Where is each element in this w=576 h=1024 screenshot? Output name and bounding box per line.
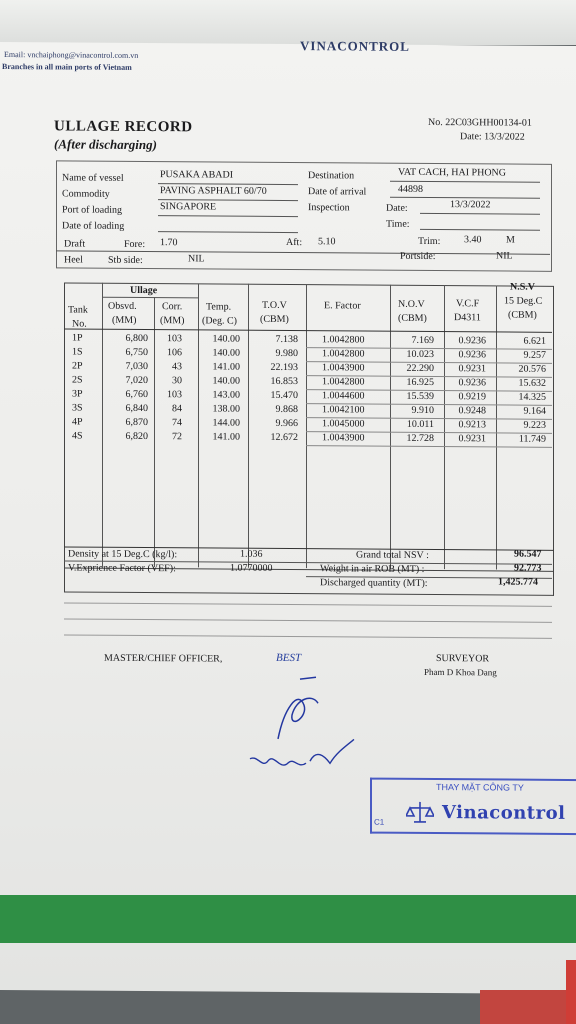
cell-tank: 1S <box>72 346 83 358</box>
cell-corr: 72 <box>172 431 182 443</box>
cell-temp: 144.00 <box>212 417 240 429</box>
nsv-header: N.S.V <box>510 281 536 293</box>
branches-line: Branches in all main ports of Vietnam <box>2 62 132 72</box>
page-title: ULLAGE RECORD <box>54 118 193 136</box>
corr-unit: (MM) <box>160 315 185 327</box>
portside-label: Portside: <box>400 250 436 263</box>
cell-obsvd: 6,760 <box>125 388 148 401</box>
company-logo-text: VINACONTROL <box>300 38 410 54</box>
best-note: BEST <box>276 651 302 665</box>
cell-nsv: 9.223 <box>523 419 546 431</box>
cell-tank: 3S <box>72 402 83 414</box>
cell-temp: 138.00 <box>212 403 240 415</box>
draft-label: Draft <box>64 238 86 250</box>
green-folder-edge <box>0 895 576 943</box>
destination-value: VAT CACH, HAI PHONG <box>398 166 506 179</box>
cell-efactor: 1.0042100 <box>322 404 365 416</box>
grand-total-value: 96.547 <box>514 548 542 560</box>
cell-obsvd: 7,030 <box>125 360 148 373</box>
port-loading-value: SINGAPORE <box>160 201 217 213</box>
aft-label: Aft: <box>286 236 303 249</box>
cell-vcf: 0.9231 <box>458 363 486 375</box>
cell-temp: 140.00 <box>212 375 240 387</box>
vessel-name-value: PUSAKA ABADI <box>160 169 234 181</box>
cell-corr: 106 <box>167 347 182 359</box>
column-divider <box>154 297 155 567</box>
blank-line <box>64 634 552 638</box>
cell-efactor: 1.0042800 <box>322 334 365 346</box>
discharged-value: 1,425.774 <box>498 576 538 588</box>
cell-nsv: 9.164 <box>523 405 546 417</box>
handwritten-signature <box>220 659 380 800</box>
cell-temp: 140.00 <box>212 347 240 359</box>
cell-efactor: 1.0043900 <box>322 362 365 374</box>
cell-nov: 12.728 <box>406 432 434 445</box>
cell-tov: 9.868 <box>275 403 298 416</box>
record-date: Date: 13/3/2022 <box>460 131 525 143</box>
corr-header: Corr. <box>162 301 183 313</box>
cell-tank: 4S <box>72 430 83 442</box>
destination-label: Destination <box>308 170 355 182</box>
master-label: MASTER/CHIEF OFFICER, <box>104 652 223 665</box>
cell-corr: 103 <box>167 389 182 401</box>
cell-vcf: 0.9236 <box>458 335 486 347</box>
cell-nov: 22.290 <box>406 362 434 375</box>
cell-nov: 16.925 <box>406 376 434 389</box>
tank-header: Tank <box>68 304 88 316</box>
commodity-label: Commodity <box>62 188 110 200</box>
cell-efactor: 1.0044600 <box>322 390 365 402</box>
inspection-date-value: 13/3/2022 <box>450 199 491 211</box>
red-object <box>566 960 576 1024</box>
cell-temp: 143.00 <box>212 389 240 401</box>
cell-nsv: 9.257 <box>523 349 546 361</box>
surveyor-name: Pham D Khoa Dang <box>424 666 497 678</box>
column-divider <box>198 283 199 567</box>
vcf-header: V.C.F <box>456 298 480 310</box>
vcf-unit: D4311 <box>454 312 481 324</box>
cell-nsv: 6.621 <box>523 335 546 347</box>
red-object <box>480 990 576 1024</box>
cell-tank: 4P <box>72 416 83 428</box>
cell-tank: 2P <box>72 360 83 372</box>
cell-tov: 7.138 <box>275 333 298 346</box>
efactor-header: E. Factor <box>324 300 361 312</box>
heel-label: Heel <box>64 254 83 266</box>
column-divider <box>248 284 249 568</box>
cell-tank: 1P <box>72 332 83 344</box>
cell-vcf: 0.9236 <box>458 377 486 389</box>
trim-label: Trim: <box>418 235 441 248</box>
cell-temp: 141.00 <box>212 431 240 443</box>
email-line: Email: vnchaiphong@vinacontrol.com.vn <box>4 50 139 60</box>
cell-corr: 103 <box>167 333 182 345</box>
cell-tov: 9.966 <box>275 417 298 430</box>
stamp-code: C1 <box>374 817 385 827</box>
cell-nov: 10.011 <box>406 418 434 431</box>
cell-temp: 140.00 <box>212 333 240 345</box>
stamp-line1: THAY MẶT CÔNG TY <box>436 782 524 793</box>
cell-nsv: 15.632 <box>518 377 546 389</box>
cell-obsvd: 6,800 <box>125 332 148 345</box>
discharged-label: Discharged quantity (MT): <box>320 577 428 589</box>
nsv-sub-header: 15 Deg.C <box>504 295 543 307</box>
cell-obsvd: 7,020 <box>125 374 148 387</box>
cell-nsv: 20.576 <box>518 363 546 375</box>
stb-side-value: NIL <box>188 253 205 265</box>
cell-efactor: 1.0045000 <box>322 418 365 430</box>
cell-corr: 43 <box>172 361 182 373</box>
cell-tank: 2S <box>72 374 83 386</box>
obsvd-header: Obsvd. <box>108 300 137 312</box>
background-strip <box>0 0 576 45</box>
page-subtitle: (After discharging) <box>54 136 157 153</box>
trim-value: 3.40 <box>464 234 482 246</box>
portside-value: NIL <box>496 250 513 262</box>
cell-vcf: 0.9236 <box>458 349 486 361</box>
cell-tov: 12.672 <box>270 431 298 444</box>
port-loading-label: Port of loading <box>62 204 122 216</box>
cell-corr: 74 <box>172 417 182 429</box>
cell-tank: 3P <box>72 388 83 400</box>
trim-unit: M <box>506 234 515 246</box>
tov-header: T.O.V <box>262 299 287 312</box>
column-divider <box>306 284 307 568</box>
fore-value: 1.70 <box>160 237 178 249</box>
cell-tov: 9.980 <box>275 347 298 360</box>
temp-unit: (Deg. C) <box>202 315 237 327</box>
scale-icon <box>406 800 434 824</box>
tov-unit: (CBM) <box>260 313 289 326</box>
commodity-value: PAVING ASPHALT 60/70 <box>160 185 267 197</box>
cell-efactor: 1.0042800 <box>322 348 365 360</box>
fore-label: Fore: <box>124 238 146 251</box>
nsv-unit: (CBM) <box>508 309 537 321</box>
surveyor-label: SURVEYOR <box>436 653 490 665</box>
column-divider <box>102 283 103 567</box>
grand-total-label: Grand total NSV : <box>356 549 429 561</box>
cell-nov: 7.169 <box>411 334 434 347</box>
column-divider <box>390 285 391 569</box>
cell-nov: 9.910 <box>411 404 434 417</box>
blank-line <box>64 618 552 622</box>
obsvd-unit: (MM) <box>112 314 137 326</box>
column-divider <box>496 285 497 569</box>
aft-value: 5.10 <box>318 236 336 248</box>
cell-temp: 141.00 <box>212 361 240 373</box>
cell-efactor: 1.0042800 <box>322 376 365 388</box>
cell-tov: 22.193 <box>270 361 298 374</box>
cell-obsvd: 6,840 <box>125 402 148 415</box>
date-loading-label: Date of loading <box>62 220 125 232</box>
cell-obsvd: 6,750 <box>125 346 148 359</box>
cell-tov: 15.470 <box>270 389 298 402</box>
no-header: No. <box>72 318 87 330</box>
inspection-time-label: Time: <box>386 218 410 230</box>
vessel-name-label: Name of vessel <box>62 172 124 184</box>
nov-header: N.O.V <box>398 298 425 310</box>
column-divider <box>444 285 445 569</box>
cell-vcf: 0.9213 <box>458 419 486 431</box>
cell-corr: 30 <box>172 375 182 387</box>
vef-label: V.Exprience Factor (VEF): <box>68 562 176 575</box>
stamp-company-name: Vinacontrol <box>442 802 566 824</box>
cell-obsvd: 6,870 <box>125 416 148 429</box>
inspection-date-label: Date: <box>386 202 408 214</box>
cell-nov: 10.023 <box>406 348 434 361</box>
cell-corr: 84 <box>172 403 182 415</box>
cell-efactor: 1.0043900 <box>322 432 365 444</box>
ullage-header: Ullage <box>130 284 158 297</box>
blank-line <box>64 602 552 606</box>
cell-obsvd: 6,820 <box>125 430 148 443</box>
ullage-record-document <box>0 38 576 994</box>
density-label: Density at 15 Deg.C (kg/l): <box>68 548 178 561</box>
weight-air-value: 92.773 <box>514 562 542 574</box>
density-value: 1.036 <box>240 548 263 560</box>
cell-nsv: 11.749 <box>518 433 546 445</box>
stb-side-label: Stb side: <box>108 254 143 266</box>
cell-vcf: 0.9231 <box>458 433 486 445</box>
company-stamp <box>370 778 576 835</box>
cell-vcf: 0.9219 <box>458 391 486 403</box>
arrival-label: Date of arrival <box>308 186 367 198</box>
arrival-value: 44898 <box>398 183 423 195</box>
cell-tov: 16.853 <box>270 375 298 388</box>
temp-header: Temp. <box>206 301 232 313</box>
nov-unit: (CBM) <box>398 312 427 324</box>
cell-nov: 15.539 <box>406 390 434 403</box>
inspection-label: Inspection <box>308 202 350 214</box>
cell-nsv: 14.325 <box>518 391 546 403</box>
vef-value: 1.0770000 <box>230 562 273 574</box>
cell-vcf: 0.9248 <box>458 405 486 417</box>
record-number: No. 22C03GHH00134-01 <box>428 116 532 129</box>
weight-air-label: Weight in air ROB (MT) : <box>320 563 425 575</box>
